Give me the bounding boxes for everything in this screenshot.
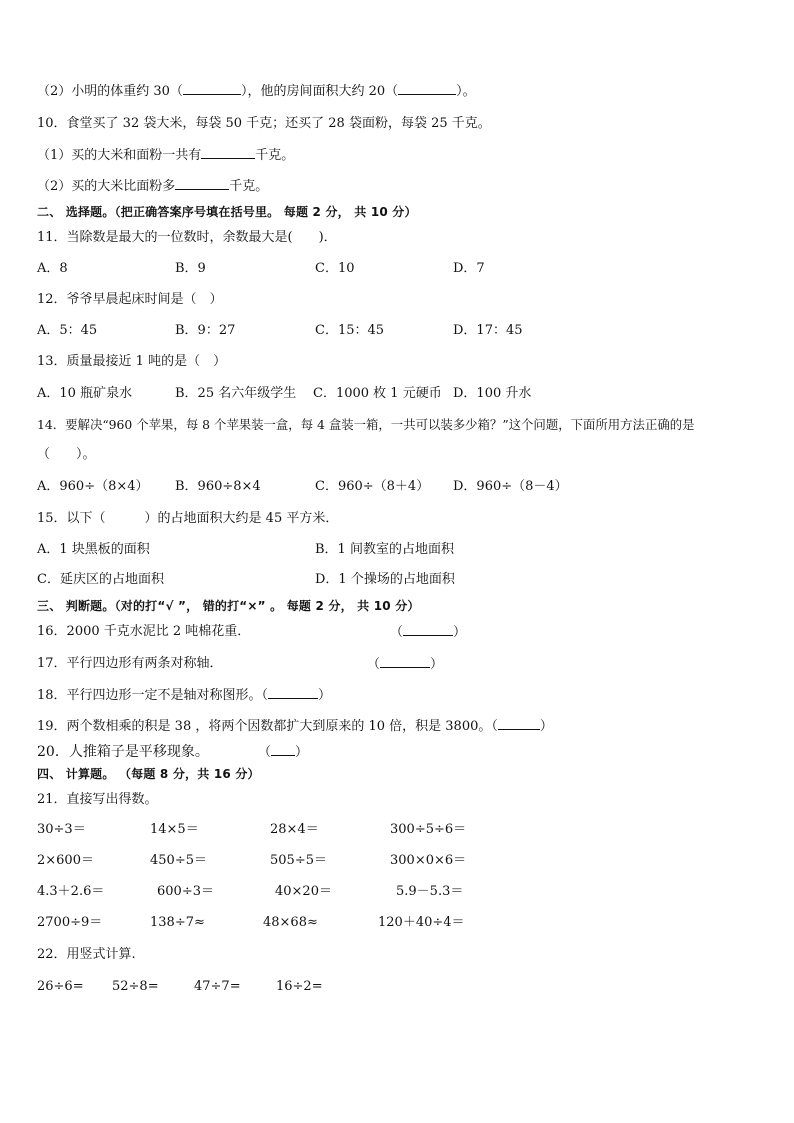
question-text: 千克。	[255, 148, 295, 163]
calc-item: 40×20＝	[275, 884, 332, 899]
question-text: （1）买的大米和面粉一共有	[37, 148, 202, 163]
answer-blank[interactable]	[175, 178, 229, 190]
answer-blank[interactable]	[380, 656, 430, 668]
question-20: 20．人推箱子是平移现象。	[37, 744, 209, 760]
calc-item: 16÷2=	[276, 979, 323, 994]
option-d[interactable]: D．100 升水	[453, 386, 532, 401]
question-13: 13．质量最接近 1 吨的是（ ）	[37, 354, 227, 369]
answer-blank[interactable]	[201, 147, 255, 159]
calc-item: 300×0×6＝	[390, 853, 467, 868]
option-c[interactable]: C．1000 枚 1 元硬币	[313, 386, 442, 401]
section-3-heading: 三、 判断题。（对的打“√ ”， 错的打“×” 。 每题 2 分， 共 10 分）	[37, 599, 420, 613]
question-16: 16．2000 千克水泥比 2 吨棉花重．	[37, 624, 251, 639]
section-2-heading: 二、 选择题。（把正确答案序号填在括号里。 每题 2 分， 共 10 分）	[37, 205, 417, 219]
answer-blank[interactable]	[271, 744, 295, 756]
answer-paren[interactable]: （ ）	[390, 625, 467, 640]
calc-item: 48×68≈	[263, 915, 318, 930]
question-15: 15．以下（ ）的占地面积大约是 45 平方米．	[37, 511, 339, 526]
option-b[interactable]: B．960÷8×4	[175, 479, 261, 494]
option-a[interactable]: A．8	[37, 261, 68, 276]
calc-item: 4.3＋2.6＝	[37, 884, 105, 899]
question-text: ），他的房间面积大约 20（	[240, 84, 399, 99]
calc-item: 28×4＝	[270, 822, 319, 837]
question-text: （2）买的大米比面粉多	[37, 179, 176, 194]
answer-blank[interactable]	[183, 83, 241, 95]
calc-item: 300÷5÷6＝	[390, 822, 467, 837]
calc-item: 5.9－5.3＝	[396, 884, 464, 899]
option-d[interactable]: D．1 个操场的占地面积	[315, 572, 455, 587]
question-17: 17．平行四边形有两条对称轴．	[37, 656, 223, 671]
answer-paren[interactable]: （ ）	[258, 745, 309, 760]
option-c[interactable]: C．960÷（8＋4）	[315, 479, 430, 494]
question-22: 22．用竖式计算.	[37, 947, 136, 962]
option-b[interactable]: B．9：27	[175, 323, 236, 338]
question-18: 18．平行四边形一定不是轴对称图形。（ ）	[37, 688, 332, 703]
calc-item: 505÷5＝	[270, 853, 327, 868]
option-d[interactable]: D．17：45	[453, 323, 523, 338]
option-a[interactable]: A．10 瓶矿泉水	[37, 386, 133, 401]
answer-blank[interactable]	[498, 718, 540, 730]
option-c[interactable]: C．10	[315, 261, 355, 276]
option-b[interactable]: B．25 名六年级学生	[175, 386, 297, 401]
calc-item: 47÷7=	[194, 979, 241, 994]
question-21: 21．直接写出得数。	[37, 792, 158, 807]
question-text: ）。	[456, 84, 476, 99]
option-d[interactable]: D．960÷（8－4）	[453, 479, 568, 494]
calc-item: 138÷7≈	[150, 915, 205, 930]
question-9-2	[37, 83, 476, 100]
section-4-heading: 四、 计算题。 （每题 8 分，共 16 分）	[37, 767, 260, 781]
option-c[interactable]: C．15：45	[315, 323, 385, 338]
question-14: 14．要解决“960 个苹果，每 8 个苹果装一盒，每 4 盒装一箱，一共可以装多少箱？”这个问题，下面所用方法正确的是	[37, 417, 695, 432]
question-text: 千克。	[229, 179, 269, 194]
calc-item: 14×5＝	[150, 822, 199, 837]
option-d[interactable]: D．7	[453, 261, 485, 276]
calc-item: 600÷3＝	[157, 884, 214, 899]
calc-item: 2700÷9＝	[37, 915, 103, 930]
question-12: 12．爷爷早晨起床时间是（ ）	[37, 292, 223, 307]
option-a[interactable]: A．5：45	[37, 323, 98, 338]
question-19: 19．两个数相乘的积是 38 ，将两个因数都扩大到原来的 10 倍，积是 3800。（ ）	[37, 719, 553, 734]
question-11: 11．当除数是最大的一位数时，余数最大是( )．	[37, 230, 337, 245]
question-14-paren: （ ）。	[37, 447, 96, 462]
question-10-2	[37, 178, 268, 195]
calc-item: 2×600＝	[37, 853, 94, 868]
option-b[interactable]: B．9	[175, 261, 206, 276]
answer-blank[interactable]	[398, 83, 456, 95]
calc-item: 30÷3＝	[37, 822, 86, 837]
option-a[interactable]: A．960÷（8×4）	[37, 479, 149, 494]
calc-item: 450÷5＝	[150, 853, 207, 868]
calc-item: 26÷6=	[37, 979, 84, 994]
question-text: （2）小明的体重约 30（	[37, 84, 183, 99]
calc-item: 52÷8=	[112, 979, 159, 994]
answer-blank[interactable]	[268, 687, 318, 699]
option-b[interactable]: B．1 间教室的占地面积	[315, 542, 454, 557]
option-c[interactable]: C．延庆区的占地面积	[37, 572, 164, 587]
option-a[interactable]: A．1 块黑板的面积	[37, 542, 150, 557]
question-10: 10．食堂买了 32 袋大米，每袋 50 千克；还买了 28 袋面粉，每袋 25 千克。	[37, 116, 491, 131]
calc-item: 120＋40÷4＝	[378, 915, 465, 930]
answer-paren[interactable]: （ ）	[367, 657, 444, 672]
question-10-1	[37, 147, 294, 164]
answer-blank[interactable]	[403, 624, 453, 636]
